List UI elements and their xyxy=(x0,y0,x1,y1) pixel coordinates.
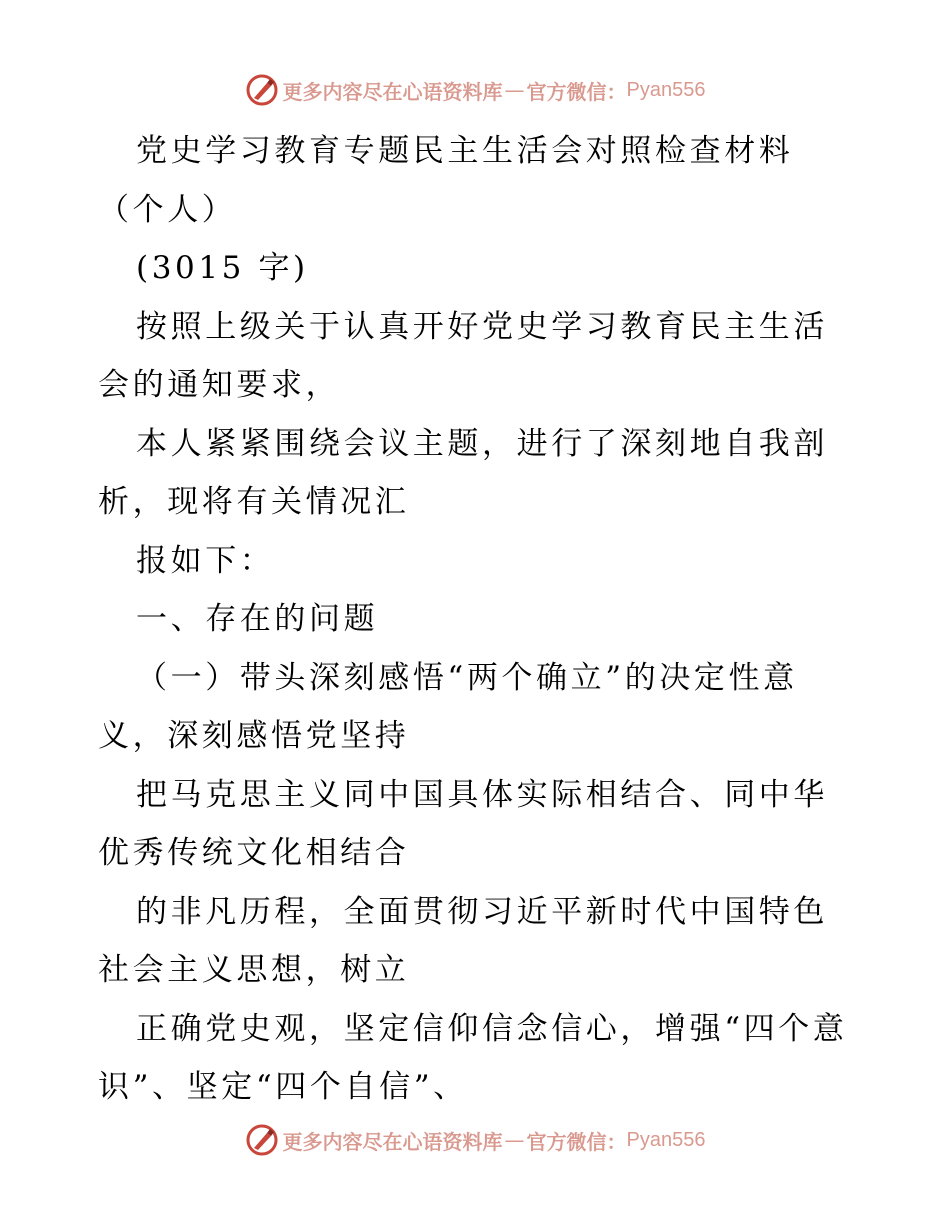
paragraph: 正确党史观，坚定信仰信念信心，增强“四个意识”、坚定“四个自信”、 xyxy=(98,1010,848,1105)
document-title: 党史学习教育专题民主生活会对照检查材料（个人） xyxy=(98,133,794,228)
pen-logo-icon xyxy=(245,1123,279,1157)
section-heading: 一、存在的问题 xyxy=(136,601,379,637)
subsection-heading: （一）带头深刻感悟“两个确立”的决定性意义，深刻感悟党坚持 xyxy=(98,659,798,754)
paragraph: 报如下： xyxy=(136,542,275,579)
paragraph: 本人紧紧围绕会议主题，进行了深刻地自我剖析，现将有关情况汇 xyxy=(98,425,828,520)
watermark-separator: — xyxy=(504,1128,525,1152)
watermark-separator: — xyxy=(504,78,525,102)
word-count: (3015 字) xyxy=(136,250,309,286)
pen-logo-icon xyxy=(245,73,279,107)
paragraph: 把马克思主义同中国具体实际相结合、同中华优秀传统文化相结合 xyxy=(98,776,828,871)
watermark-text: 更多内容尽在心语资料库 xyxy=(282,79,503,104)
watermark-id: Pyan556 xyxy=(626,78,706,101)
watermark-suffix: 官方微信： xyxy=(526,1129,627,1154)
watermark-id: Pyan556 xyxy=(626,1128,706,1151)
paragraph: 的非凡历程，全面贯彻习近平新时代中国特色社会主义思想，树立 xyxy=(98,893,828,988)
paragraph: 按照上级关于认真开好党史学习教育民主生活会的通知要求， xyxy=(98,308,828,403)
watermark-suffix: 官方微信： xyxy=(526,79,627,104)
footer-watermark xyxy=(0,1120,950,1160)
document-body xyxy=(98,122,858,1117)
watermark-text: 更多内容尽在心语资料库 xyxy=(282,1129,503,1154)
header-watermark xyxy=(0,70,950,110)
